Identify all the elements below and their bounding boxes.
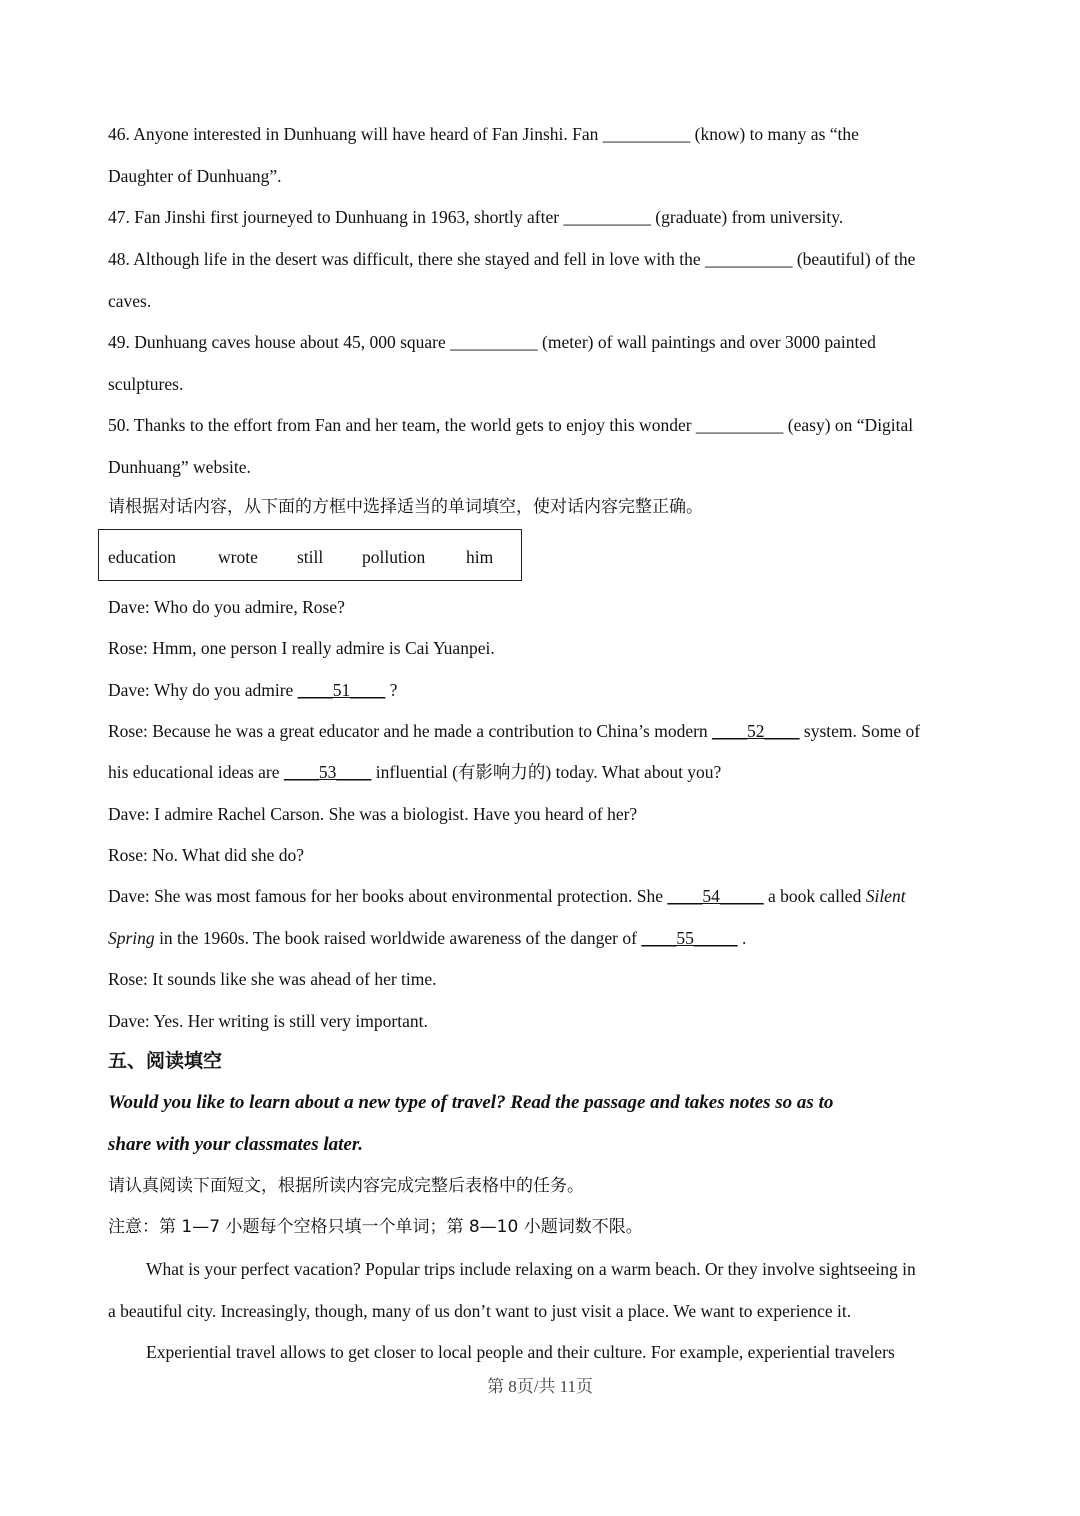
word-box-item: pollution bbox=[362, 547, 426, 567]
section-intro-line2: share with your classmates later. bbox=[108, 1134, 363, 1155]
question-48-line2: caves. bbox=[108, 291, 152, 311]
word-box-item: education bbox=[108, 547, 177, 567]
question-49-line1: 49. Dunhuang caves house about 45, 000 square __________ (meter) of wall paintings and over 3000 painted bbox=[108, 332, 876, 352]
dialogue-text: a book called bbox=[763, 886, 866, 906]
dialogue-line bbox=[108, 884, 906, 908]
dialogue-line: Rose: It sounds like she was ahead of her time. bbox=[108, 969, 437, 989]
passage-line: What is your perfect vacation? Popular trips include relaxing on a warm beach. Or they involve sightseeing in bbox=[146, 1259, 916, 1279]
blank-55: ____55_____ bbox=[641, 928, 738, 948]
dialogue-text: influential (有影响力的) today. What about you? bbox=[371, 762, 722, 782]
passage-line: Experiential travel allows to get closer to local people and their culture. For example, experiential travelers bbox=[146, 1342, 895, 1362]
dialogue-line bbox=[108, 926, 746, 950]
question-50-line1: 50. Thanks to the effort from Fan and her team, the world gets to enjoy this wonder __________ (easy) on “Digital bbox=[108, 415, 914, 435]
dialogue-text: Dave: Why do you admire bbox=[108, 680, 298, 700]
dialogue-text: system. Some of bbox=[799, 721, 921, 741]
dialogue-line: Rose: Hmm, one person I really admire is Cai Yuanpei. bbox=[108, 638, 495, 658]
blank-54: ____54_____ bbox=[667, 886, 764, 906]
dialogue-line: Dave: I admire Rachel Carson. She was a biologist. Have you heard of her? bbox=[108, 804, 638, 824]
dialogue-line: Rose: No. What did she do? bbox=[108, 845, 305, 865]
blank-53: ____53____ bbox=[283, 762, 372, 782]
question-49-line2: sculptures. bbox=[108, 374, 184, 394]
word-box bbox=[98, 529, 522, 581]
dialogue-text: in the 1960s. The book raised worldwide awareness of the danger of bbox=[154, 928, 642, 948]
question-46-line1: 46. Anyone interested in Dunhuang will have heard of Fan Jinshi. Fan __________ (know) to many as “the bbox=[108, 124, 859, 144]
blank-51: ____51____ bbox=[297, 680, 386, 700]
dialogue-line bbox=[108, 719, 920, 743]
section-instruction-2: 注意：第 1—7 小题每个空格只填一个单词；第 8—10 小题词数不限。 bbox=[108, 1217, 643, 1237]
dialogue-line bbox=[108, 760, 721, 784]
passage-line: a beautiful city. Increasingly, though, many of us don’t want to just visit a place. We want to experience it. bbox=[108, 1301, 852, 1321]
blank-52: ____52____ bbox=[712, 721, 800, 741]
book-title: Spring bbox=[108, 928, 155, 948]
question-46-line2: Daughter of Dunhuang”. bbox=[108, 166, 282, 186]
section-intro-line1: Would you like to learn about a new type of travel? Read the passage and takes notes so as to bbox=[108, 1092, 834, 1113]
dialogue-text: Dave: She was most famous for her books about environmental protection. She bbox=[108, 886, 668, 906]
question-48-line1: 48. Although life in the desert was difficult, there she stayed and fell in love with the __________ (beautiful) of the bbox=[108, 249, 916, 269]
dialogue-line bbox=[108, 678, 397, 702]
dialogue-instruction: 请根据对话内容，从下面的方框中选择适当的单词填空，使对话内容完整正确。 bbox=[108, 497, 703, 517]
dialogue-line: Dave: Who do you admire, Rose? bbox=[108, 597, 345, 617]
page-footer: 第 8页/共 11页 bbox=[486, 1377, 594, 1396]
word-box-item: wrote bbox=[218, 547, 258, 567]
dialogue-text: ? bbox=[385, 680, 398, 700]
question-50-line2: Dunhuang” website. bbox=[108, 457, 251, 477]
book-title: Silent bbox=[865, 886, 906, 906]
dialogue-text: Rose: Because he was a great educator and he made a contribution to China’s modern bbox=[108, 721, 713, 741]
dialogue-text: his educational ideas are bbox=[108, 762, 284, 782]
dialogue-line: Dave: Yes. Her writing is still very important. bbox=[108, 1011, 428, 1031]
section-instruction-1: 请认真阅读下面短文，根据所读内容完成完整后表格中的任务。 bbox=[108, 1176, 584, 1196]
question-47: 47. Fan Jinshi first journeyed to Dunhuang in 1963, shortly after __________ (graduate) from university. bbox=[108, 207, 844, 227]
dialogue-text: . bbox=[737, 928, 747, 948]
word-box-item: him bbox=[466, 547, 494, 567]
word-box-item: still bbox=[297, 547, 324, 567]
section-heading: 五、阅读填空 bbox=[108, 1050, 223, 1072]
